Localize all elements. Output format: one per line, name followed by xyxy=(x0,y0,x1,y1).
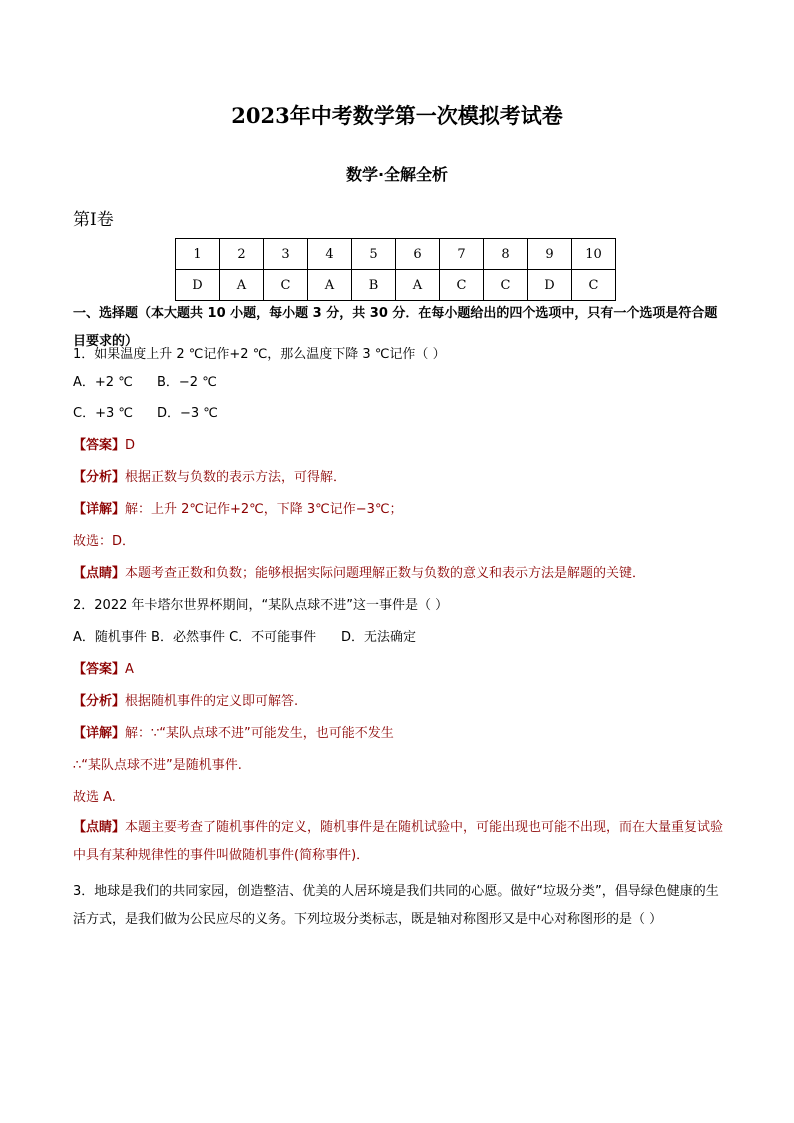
q2-detail-text: 解：∵“某队点球不进”可能发生，也可能不发生 xyxy=(125,726,394,741)
q1-options-row-1 xyxy=(73,373,217,393)
answer-cell: A xyxy=(220,270,264,301)
q2-stem: 2．2022 年卡塔尔世界杯期间，“某队点球不进”这一事件是（ ） xyxy=(73,598,449,613)
q2-detail xyxy=(73,724,394,744)
q1-stem: 1．如果温度上升 2 ℃记作+2 ℃，那么温度下降 3 ℃记作（ ） xyxy=(73,347,446,362)
q2-answer xyxy=(73,660,134,680)
answer-tag: 【答案】 xyxy=(73,662,126,677)
comment-tag: 【点睛】 xyxy=(73,820,126,835)
question-number-cell: 6 xyxy=(396,239,440,270)
q1-conclusion: 故选：D． xyxy=(73,534,136,549)
answer-cell: B xyxy=(352,270,396,301)
q2-detail-continued: ∴“某队点球不进”是随机事件. xyxy=(73,758,242,773)
answer-cell: D xyxy=(528,270,572,301)
q1-comment-text: 本题考查正数和负数；能够根据实际问题理解正数与负数的意义和表示方法是解题的关键． xyxy=(125,566,646,581)
section-heading-note: （本大题共 10 小题，每小题 3 分，共 30 分．在每小题给出的四个选项中，只有一个选项是符合题目要求的） xyxy=(73,306,718,349)
answer-cell: A xyxy=(308,270,352,301)
q2-answer-value: A xyxy=(125,662,134,677)
q2-comment xyxy=(73,814,725,870)
section-heading-title: 一、选择题 xyxy=(73,306,139,321)
q2-analysis-text: 根据随机事件的定义即可解答. xyxy=(125,694,299,709)
answer-cell: C xyxy=(440,270,484,301)
q1-option-c: C．+3 ℃ xyxy=(73,406,133,421)
comment-tag: 【点睛】 xyxy=(73,566,126,581)
question-number-cell: 4 xyxy=(308,239,352,270)
question-number-cell: 1 xyxy=(176,239,220,270)
analysis-tag: 【分析】 xyxy=(73,694,126,709)
question-number-cell: 10 xyxy=(572,239,616,270)
q1-detail-text: 解：上升 2℃记作+2℃，下降 3℃记作−3℃； xyxy=(125,502,403,517)
question-number-cell: 5 xyxy=(352,239,396,270)
question-number-cell: 3 xyxy=(264,239,308,270)
q1-answer-value: D xyxy=(125,438,136,453)
answer-cell: D xyxy=(176,270,220,301)
detail-tag: 【详解】 xyxy=(73,726,126,741)
analysis-tag: 【分析】 xyxy=(73,470,126,485)
q2-comment-text: 本题主要考查了随机事件的定义，随机事件是在随机试验中，可能出现也可能不出现，而在大量重复试验中具有某种规律性的事件叫做随机事件(简称事件)． xyxy=(73,820,724,863)
document-subtitle: 数学·全解全析 xyxy=(345,165,449,184)
q1-option-b: B．−2 ℃ xyxy=(157,375,217,390)
q2-analysis xyxy=(73,692,298,712)
answer-table xyxy=(175,238,616,301)
answer-cell: C xyxy=(264,270,308,301)
q2-options: A．随机事件 B．必然事件 C．不可能事件 D．无法确定 xyxy=(73,630,416,645)
answer-table-answer-row xyxy=(176,270,616,301)
question-number-cell: 7 xyxy=(440,239,484,270)
answer-tag: 【答案】 xyxy=(73,438,126,453)
answer-table-number-row xyxy=(176,239,616,270)
answer-cell: A xyxy=(396,270,440,301)
answer-cell: C xyxy=(572,270,616,301)
q2-conclusion: 故选 A. xyxy=(73,790,116,805)
question-number-cell: 8 xyxy=(484,239,528,270)
q3-stem: 3．地球是我们的共同家园，创造整洁、优美的人居环境是我们共同的心愿。做好“垃圾分类”，倡导绿色健康的生活方式，是我们做为公民应尽的义务。下列垃圾分类标志，既是轴对称图形又是中心对称图形的是（ ） xyxy=(73,884,719,927)
volume-label: 第Ⅰ卷 xyxy=(73,210,114,230)
answer-cell: C xyxy=(484,270,528,301)
q1-answer xyxy=(73,436,135,456)
question-number-cell: 9 xyxy=(528,239,572,270)
q1-analysis-text: 根据正数与负数的表示方法，可得解． xyxy=(125,470,347,485)
q1-options-row-2 xyxy=(73,404,218,424)
document-title: 2023年中考数学第一次模拟考试卷 xyxy=(231,103,563,128)
question-number-cell: 2 xyxy=(220,239,264,270)
detail-tag: 【详解】 xyxy=(73,502,126,517)
q1-detail xyxy=(73,500,403,520)
q1-analysis xyxy=(73,468,346,488)
q1-option-d: D．−3 ℃ xyxy=(157,406,218,421)
q1-option-a: A．+2 ℃ xyxy=(73,375,133,390)
q1-comment xyxy=(73,564,645,584)
